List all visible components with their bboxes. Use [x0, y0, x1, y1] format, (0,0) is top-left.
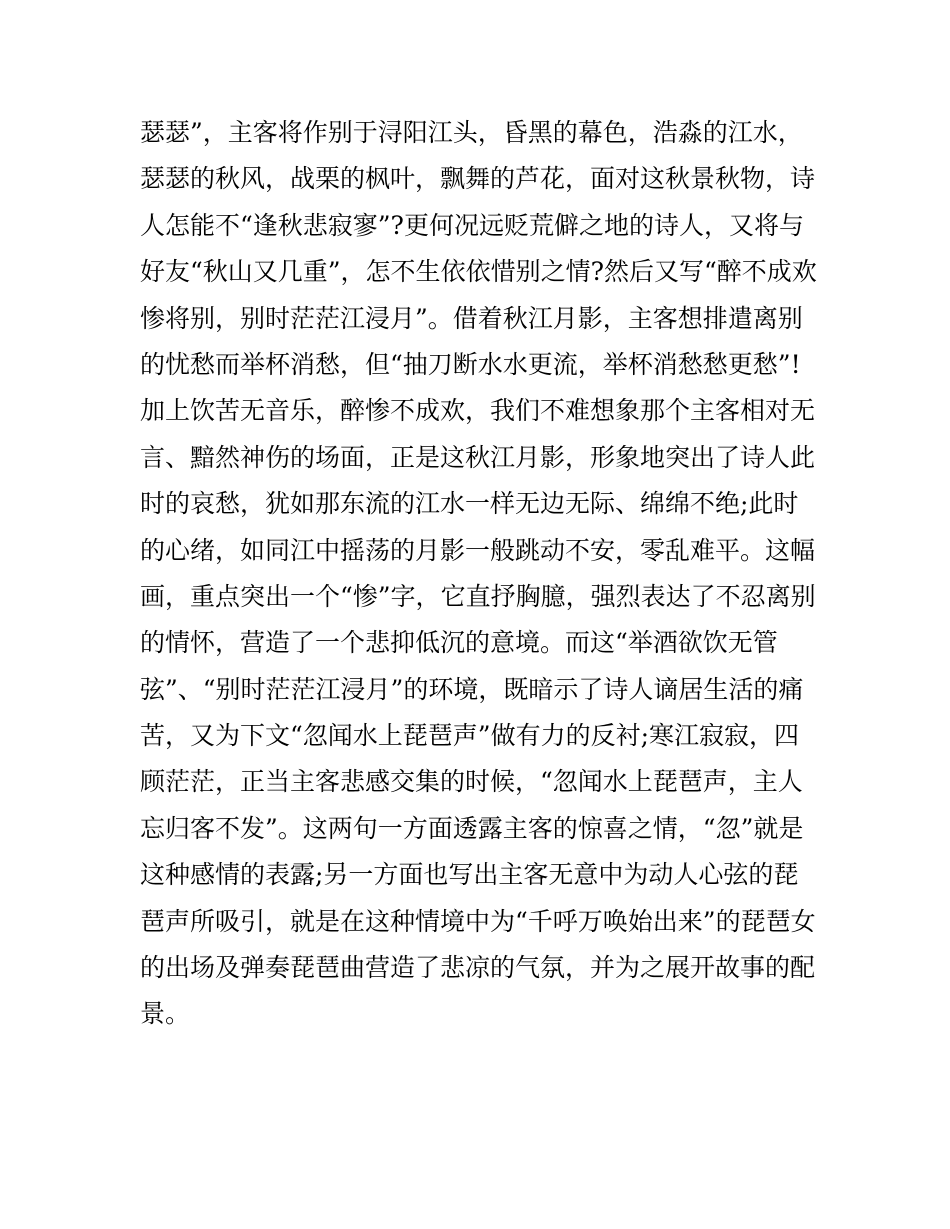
text-line: 忘归客不发”。这两句一方面透露主客的惊喜之情，“忽”就是 — [140, 813, 804, 843]
text-line: 画，重点突出一个“惨”字，它直抒胸臆，强烈表达了不忍离别 — [140, 581, 816, 611]
text-line: 言、黯然神伤的场面，正是这秋江月影，形象地突出了诗人此 — [140, 442, 816, 472]
text-line: 苦，又为下文“忽闻水上琵琶声”做有力的反衬;寒江寂寂，四 — [140, 721, 799, 751]
text-line: 加上饮苦无音乐，醉惨不成欢，我们不难想象那个主客相对无 — [140, 396, 816, 426]
text-line: 顾茫茫，正当主客悲感交集的时候，“忽闻水上琵琶声，主人 — [140, 767, 803, 797]
text-line: 好友“秋山又几重”，怎不生依依惜别之情?然后又写“醉不成欢 — [140, 257, 817, 287]
text-line: 这种感情的表露;另一方面也写出主客无意中为动人心弦的琵 — [140, 860, 799, 890]
body-paragraph — [140, 110, 820, 1038]
text-line: 瑟瑟”，主客将作别于浔阳江头，昏黑的幕色，浩淼的江水， — [140, 118, 803, 147]
text-line: 瑟瑟的秋风，战栗的枫叶，飘舞的芦花，面对这秋景秋物，诗 — [140, 164, 816, 194]
text-line: 弦”、“别时茫茫江浸月”的环境，既暗示了诗人谪居生活的痛 — [140, 674, 804, 704]
text-line: 人怎能不“逢秋悲寂寥”?更何况远贬荒僻之地的诗人，又将与 — [140, 210, 804, 240]
text-line: 的情怀，营造了一个悲抑低沉的意境。而这“举酒欲饮无管 — [140, 628, 778, 658]
text-line: 景。 — [140, 999, 191, 1029]
text-line: 琶声所吸引，就是在这种情境中为“千呼万唤始出来”的琵琶女 — [140, 906, 816, 936]
text-line: 时的哀愁，犹如那东流的江水一样无边无际、绵绵不绝;此时 — [140, 489, 799, 519]
text-line: 的心绪，如同江中摇荡的月影一般跳动不安，零乱难平。这幅 — [140, 535, 816, 565]
text-line: 惨将别，别时茫茫江浸月”。借着秋江月影，主客想排遣离别 — [140, 303, 803, 333]
text-line: 的忧愁而举杯消愁，但“抽刀断水水更流，举杯消愁愁更愁”! — [140, 349, 801, 379]
text-line: 的出场及弹奏琵琶曲营造了悲凉的气氛，并为之展开故事的配 — [140, 953, 816, 983]
